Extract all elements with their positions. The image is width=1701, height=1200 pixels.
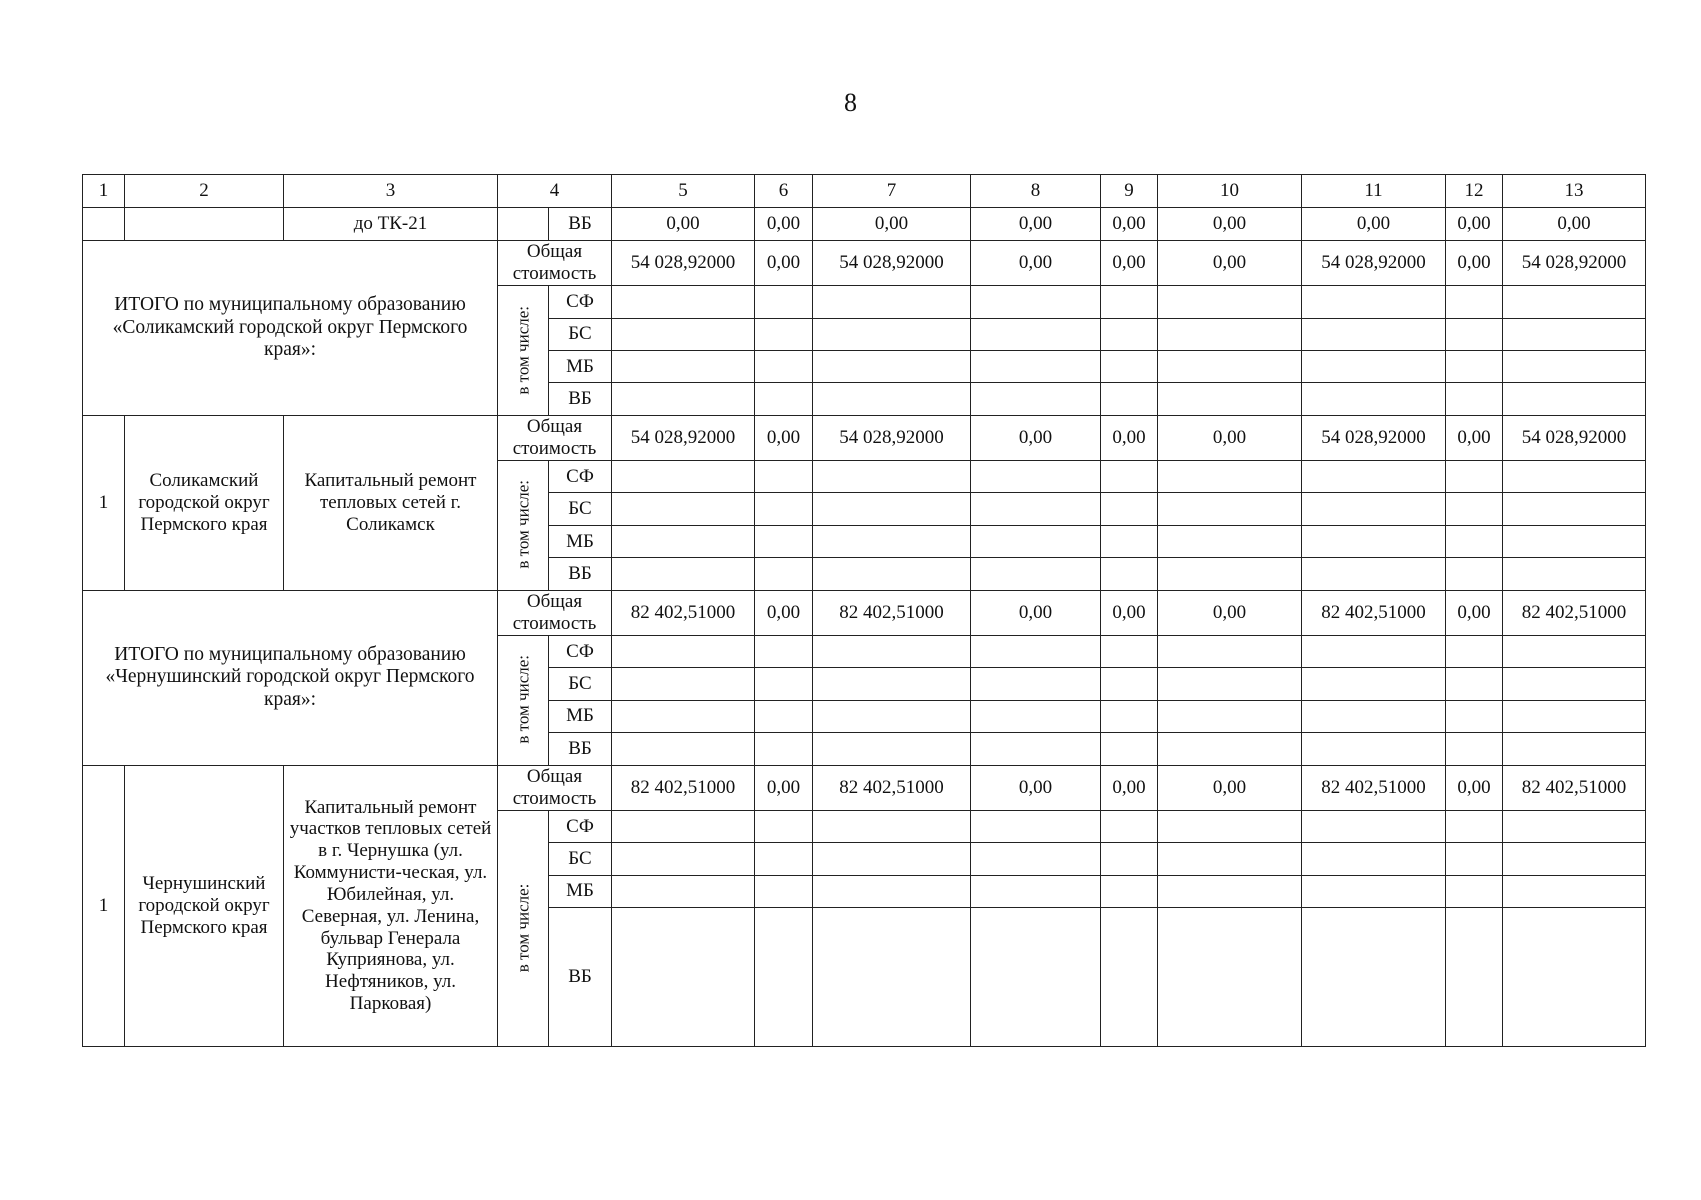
header-row: [83, 175, 1646, 208]
value-cell: [1101, 383, 1158, 415]
value-cell: [1158, 525, 1302, 557]
funding-type: БС: [549, 318, 612, 350]
value-cell: [1446, 383, 1503, 415]
value-cell: [813, 700, 971, 732]
value-cell: [1158, 875, 1302, 907]
value-cell: 0,00: [755, 415, 813, 460]
value-cell: 0,00: [1101, 415, 1158, 460]
value-cell: [813, 493, 971, 525]
object-cell: Капитальный ремонт участков тепловых сетей в г. Чернушка (ул. Коммунисти-ческая, ул. Юбилейная, ул. Северная, ул. Ленина, бульвар Генерала Куприянова, ул. Нефтяников, ул. Парковая): [284, 765, 498, 1047]
value-cell: [1302, 286, 1446, 318]
funding-type: МБ: [549, 875, 612, 907]
value-cell: [1101, 700, 1158, 732]
value-cell: [755, 668, 813, 700]
value-cell: [1446, 668, 1503, 700]
value-cell: [1101, 843, 1158, 875]
total-cost-label: Общая стоимость: [498, 590, 612, 635]
value-cell: [755, 318, 813, 350]
value-cell: 0,00: [1158, 208, 1302, 240]
value-cell: 0,00: [1446, 590, 1503, 635]
value-cell: [971, 700, 1101, 732]
value-cell: [755, 558, 813, 590]
value-cell: [1158, 843, 1302, 875]
funding-type: ВБ: [549, 558, 612, 590]
value-cell: [1446, 733, 1503, 765]
funding-type: МБ: [549, 700, 612, 732]
value-cell: 54 028,92000: [1302, 240, 1446, 285]
value-cell: 0,00: [1446, 765, 1503, 810]
value-cell: [612, 460, 755, 492]
value-cell: [755, 286, 813, 318]
value-cell: [1302, 635, 1446, 667]
value-cell: [1302, 843, 1446, 875]
value-cell: 0,00: [971, 240, 1101, 285]
table-body: [83, 175, 1646, 1047]
header-cell: 7: [813, 175, 971, 208]
value-cell: 0,00: [1101, 240, 1158, 285]
value-cell: 0,00: [1446, 240, 1503, 285]
value-cell: [1302, 383, 1446, 415]
value-cell: [1101, 875, 1158, 907]
value-cell: [612, 875, 755, 907]
value-cell: [612, 525, 755, 557]
value-cell: [1302, 875, 1446, 907]
value-cell: [1503, 493, 1646, 525]
value-cell: [755, 843, 813, 875]
value-cell: [971, 286, 1101, 318]
value-cell: [755, 460, 813, 492]
value-cell: [971, 558, 1101, 590]
value-cell: [1158, 318, 1302, 350]
value-cell: [1446, 460, 1503, 492]
value-cell: [1503, 700, 1646, 732]
value-cell: 82 402,51000: [1503, 590, 1646, 635]
value-cell: [971, 907, 1101, 1046]
funding-type: ВБ: [549, 733, 612, 765]
value-cell: [1503, 733, 1646, 765]
value-cell: [612, 635, 755, 667]
value-cell: [1446, 286, 1503, 318]
value-cell: [1446, 525, 1503, 557]
value-cell: [1503, 843, 1646, 875]
summary-label: ИТОГО по муниципальному образованию «Чернушинский городской округ Пермского края»:: [83, 590, 498, 765]
value-cell: [1158, 700, 1302, 732]
municipality-cell: Соликамский городской округ Пермского края: [125, 415, 284, 590]
value-cell: [1158, 810, 1302, 842]
value-cell: [971, 350, 1101, 382]
empty-cell: [498, 208, 549, 240]
value-cell: 0,00: [1101, 208, 1158, 240]
value-cell: [813, 907, 971, 1046]
value-cell: [1446, 318, 1503, 350]
summary-label: ИТОГО по муниципальному образованию «Соликамский городской округ Пермского края»:: [83, 240, 498, 415]
value-cell: [813, 318, 971, 350]
header-cell: 10: [1158, 175, 1302, 208]
value-cell: 0,00: [1446, 415, 1503, 460]
value-cell: [971, 383, 1101, 415]
value-cell: 0,00: [1158, 415, 1302, 460]
object-cell: до ТК-21: [284, 208, 498, 240]
value-cell: [755, 875, 813, 907]
value-cell: [755, 635, 813, 667]
value-cell: [1503, 907, 1646, 1046]
total-cost-label: Общая стоимость: [498, 765, 612, 810]
value-cell: [1158, 558, 1302, 590]
value-cell: 82 402,51000: [612, 590, 755, 635]
row-number: 1: [83, 765, 125, 1047]
value-cell: [612, 558, 755, 590]
value-cell: [1302, 810, 1446, 842]
funding-type: СФ: [549, 810, 612, 842]
header-cell: 6: [755, 175, 813, 208]
value-cell: [1158, 383, 1302, 415]
value-cell: [1302, 350, 1446, 382]
value-cell: 54 028,92000: [612, 415, 755, 460]
value-cell: [1158, 733, 1302, 765]
value-cell: 0,00: [1503, 208, 1646, 240]
including-label: в том числе:: [498, 286, 549, 416]
value-cell: 0,00: [1101, 765, 1158, 810]
value-cell: 0,00: [971, 208, 1101, 240]
value-cell: 0,00: [971, 590, 1101, 635]
funding-type: БС: [549, 843, 612, 875]
value-cell: [1158, 493, 1302, 525]
value-cell: [971, 525, 1101, 557]
value-cell: [1101, 733, 1158, 765]
funding-type: СФ: [549, 286, 612, 318]
value-cell: 54 028,92000: [1302, 415, 1446, 460]
value-cell: [612, 907, 755, 1046]
value-cell: [1101, 525, 1158, 557]
value-cell: [971, 875, 1101, 907]
value-cell: 0,00: [755, 765, 813, 810]
value-cell: [1101, 668, 1158, 700]
value-cell: [1446, 350, 1503, 382]
value-cell: [1158, 668, 1302, 700]
value-cell: 54 028,92000: [1503, 415, 1646, 460]
value-cell: 0,00: [1101, 590, 1158, 635]
value-cell: 0,00: [1158, 590, 1302, 635]
value-cell: 0,00: [1446, 208, 1503, 240]
value-cell: [1302, 493, 1446, 525]
value-cell: [1101, 350, 1158, 382]
value-cell: [1302, 558, 1446, 590]
funding-type: ВБ: [549, 383, 612, 415]
value-cell: [1503, 383, 1646, 415]
value-cell: [755, 493, 813, 525]
funding-type: СФ: [549, 635, 612, 667]
value-cell: [612, 350, 755, 382]
value-cell: [971, 733, 1101, 765]
value-cell: [1446, 907, 1503, 1046]
value-cell: [813, 875, 971, 907]
object-row: [83, 415, 1646, 460]
value-cell: [971, 318, 1101, 350]
value-cell: 82 402,51000: [813, 765, 971, 810]
value-cell: 54 028,92000: [813, 240, 971, 285]
value-cell: [1446, 875, 1503, 907]
value-cell: [813, 525, 971, 557]
value-cell: [971, 635, 1101, 667]
header-cell: 4: [498, 175, 612, 208]
value-cell: 54 028,92000: [1503, 240, 1646, 285]
value-cell: [813, 350, 971, 382]
value-cell: [755, 383, 813, 415]
value-cell: [755, 907, 813, 1046]
municipality-cell: Чернушинский городской округ Пермского края: [125, 765, 284, 1047]
value-cell: [612, 383, 755, 415]
value-cell: 0,00: [755, 240, 813, 285]
value-cell: [1101, 558, 1158, 590]
value-cell: [612, 733, 755, 765]
value-cell: [1302, 318, 1446, 350]
value-cell: [755, 700, 813, 732]
value-cell: [1503, 286, 1646, 318]
header-cell: 1: [83, 175, 125, 208]
financing-table: [82, 174, 1646, 1047]
value-cell: 0,00: [971, 765, 1101, 810]
value-cell: [755, 810, 813, 842]
including-label: в том числе:: [498, 635, 549, 765]
value-cell: [1101, 907, 1158, 1046]
including-label: в том числе:: [498, 810, 549, 1046]
value-cell: [1302, 733, 1446, 765]
value-cell: [1101, 493, 1158, 525]
funding-type: БС: [549, 493, 612, 525]
value-cell: [1446, 493, 1503, 525]
header-cell: 9: [1101, 175, 1158, 208]
value-cell: 0,00: [1158, 240, 1302, 285]
summary-row: [83, 590, 1646, 635]
value-cell: [1101, 460, 1158, 492]
value-cell: [612, 668, 755, 700]
value-cell: [813, 843, 971, 875]
page-number: 8: [844, 88, 857, 117]
value-cell: [1503, 810, 1646, 842]
value-cell: [1158, 635, 1302, 667]
value-cell: [1101, 810, 1158, 842]
value-cell: 0,00: [612, 208, 755, 240]
row-number: 1: [83, 415, 125, 590]
value-cell: [813, 383, 971, 415]
value-cell: 54 028,92000: [813, 415, 971, 460]
value-cell: [1101, 635, 1158, 667]
object-cell: Капитальный ремонт тепловых сетей г. Соликамск: [284, 415, 498, 590]
value-cell: 82 402,51000: [612, 765, 755, 810]
funding-type: ВБ: [549, 907, 612, 1046]
value-cell: [1158, 350, 1302, 382]
value-cell: 54 028,92000: [612, 240, 755, 285]
value-cell: [1101, 286, 1158, 318]
funding-type: СФ: [549, 460, 612, 492]
funding-type: МБ: [549, 525, 612, 557]
value-cell: 82 402,51000: [1302, 765, 1446, 810]
total-cost-label: Общая стоимость: [498, 240, 612, 285]
value-cell: [1446, 558, 1503, 590]
value-cell: [612, 843, 755, 875]
header-cell: 8: [971, 175, 1101, 208]
header-cell: 2: [125, 175, 284, 208]
value-cell: [1302, 907, 1446, 1046]
value-cell: [813, 810, 971, 842]
value-cell: [755, 350, 813, 382]
value-cell: 0,00: [1158, 765, 1302, 810]
value-cell: [612, 493, 755, 525]
value-cell: [1503, 668, 1646, 700]
value-cell: 82 402,51000: [1302, 590, 1446, 635]
value-cell: [1503, 460, 1646, 492]
object-row: [83, 765, 1646, 810]
value-cell: 82 402,51000: [1503, 765, 1646, 810]
value-cell: [1302, 525, 1446, 557]
value-cell: [755, 733, 813, 765]
value-cell: 0,00: [755, 208, 813, 240]
value-cell: [1446, 843, 1503, 875]
value-cell: [612, 810, 755, 842]
summary-row: [83, 240, 1646, 285]
funding-type: ВБ: [549, 208, 612, 240]
value-cell: [813, 286, 971, 318]
value-cell: [1302, 460, 1446, 492]
value-cell: 0,00: [813, 208, 971, 240]
value-cell: 0,00: [1302, 208, 1446, 240]
header-cell: 12: [1446, 175, 1503, 208]
funding-type: МБ: [549, 350, 612, 382]
funding-type: БС: [549, 668, 612, 700]
value-cell: [813, 635, 971, 667]
value-cell: 0,00: [971, 415, 1101, 460]
value-cell: [1446, 810, 1503, 842]
empty-cell: [125, 208, 284, 240]
value-cell: [813, 668, 971, 700]
value-cell: [1503, 558, 1646, 590]
value-cell: [813, 558, 971, 590]
value-cell: [1503, 635, 1646, 667]
including-label: в том числе:: [498, 460, 549, 590]
value-cell: [813, 460, 971, 492]
value-cell: 82 402,51000: [813, 590, 971, 635]
header-cell: 5: [612, 175, 755, 208]
header-cell: 13: [1503, 175, 1646, 208]
value-cell: [971, 493, 1101, 525]
value-cell: [612, 318, 755, 350]
value-cell: [1158, 460, 1302, 492]
header-cell: 11: [1302, 175, 1446, 208]
value-cell: [1503, 875, 1646, 907]
value-cell: [971, 460, 1101, 492]
value-cell: [813, 733, 971, 765]
value-cell: [612, 286, 755, 318]
empty-cell: [83, 208, 125, 240]
value-cell: [971, 810, 1101, 842]
value-cell: [971, 843, 1101, 875]
header-cell: 3: [284, 175, 498, 208]
table-row: [83, 208, 1646, 240]
value-cell: [1302, 668, 1446, 700]
value-cell: [1503, 525, 1646, 557]
total-cost-label: Общая стоимость: [498, 415, 612, 460]
value-cell: [1446, 700, 1503, 732]
value-cell: [971, 668, 1101, 700]
value-cell: [755, 525, 813, 557]
value-cell: [1503, 318, 1646, 350]
value-cell: [1158, 286, 1302, 318]
value-cell: [1446, 635, 1503, 667]
value-cell: [612, 700, 755, 732]
value-cell: [1158, 907, 1302, 1046]
value-cell: 0,00: [755, 590, 813, 635]
value-cell: [1302, 700, 1446, 732]
value-cell: [1503, 350, 1646, 382]
value-cell: [1101, 318, 1158, 350]
